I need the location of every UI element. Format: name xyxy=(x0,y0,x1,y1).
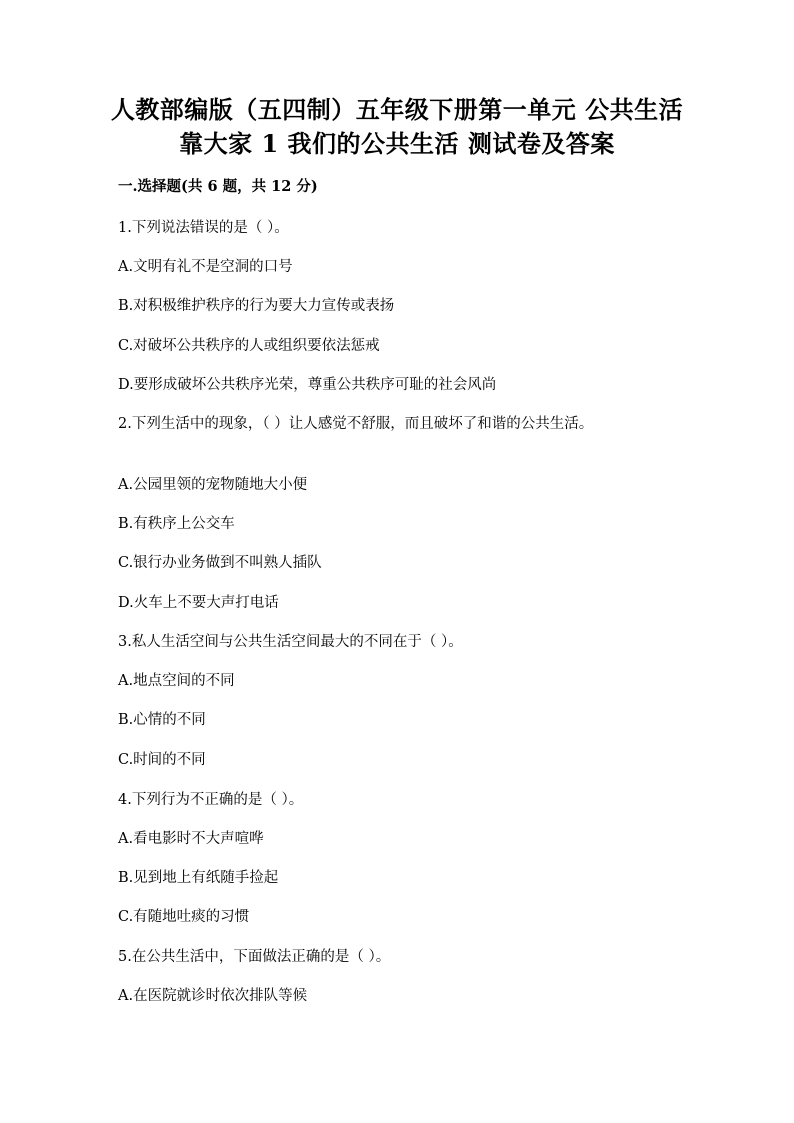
section-heading: 一.选择题(共 6 题，共 12 分) xyxy=(118,178,318,195)
question-1-option-a: A.文明有礼不是空洞的口号 xyxy=(118,259,293,275)
question-2-option-a: A.公园里领的宠物随地大小便 xyxy=(118,477,308,493)
question-4-option-a: A.看电影时不大声喧哗 xyxy=(118,831,264,847)
question-1-option-d: D.要形成破坏公共秩序光荣，尊重公共秩序可耻的社会风尚 xyxy=(118,377,497,393)
question-1-option-c: C.对破坏公共秩序的人或组织要依法惩戒 xyxy=(118,338,380,354)
question-4-option-c: C.有随地吐痰的习惯 xyxy=(118,909,250,925)
question-5-stem: 5.在公共生活中，下面做法正确的是（ ）。 xyxy=(118,949,391,965)
question-2-stem: 2.下列生活中的现象，（ ）让人感觉不舒服，而且破坏了和谐的公共生活。 xyxy=(118,416,594,432)
question-3-option-b: B.心情的不同 xyxy=(118,712,206,728)
question-5-option-a: A.在医院就诊时依次排队等候 xyxy=(118,988,308,1004)
question-3-option-a: A.地点空间的不同 xyxy=(118,673,235,689)
question-1-stem: 1.下列说法错误的是（ ）。 xyxy=(118,220,289,236)
question-2-option-d: D.火车上不要大声打电话 xyxy=(118,595,279,611)
document-title: 人教部编版（五四制）五年级下册第一单元 公共生活靠大家 1 我们的公共生活 测试卷及答案 xyxy=(110,95,684,158)
question-3-stem: 3.私人生活空间与公共生活空间最大的不同在于（ ）。 xyxy=(118,634,463,650)
question-2-option-c: C.银行办业务做到不叫熟人插队 xyxy=(118,555,322,571)
question-3-option-c: C.时间的不同 xyxy=(118,752,206,768)
question-4-stem: 4.下列行为不正确的是（ ）。 xyxy=(118,792,304,808)
question-1-option-b: B.对积极维护秩序的行为要大力宣传或表扬 xyxy=(118,298,395,314)
question-4-option-b: B.见到地上有纸随手捡起 xyxy=(118,870,279,886)
question-2-option-b: B.有秩序上公交车 xyxy=(118,516,235,532)
